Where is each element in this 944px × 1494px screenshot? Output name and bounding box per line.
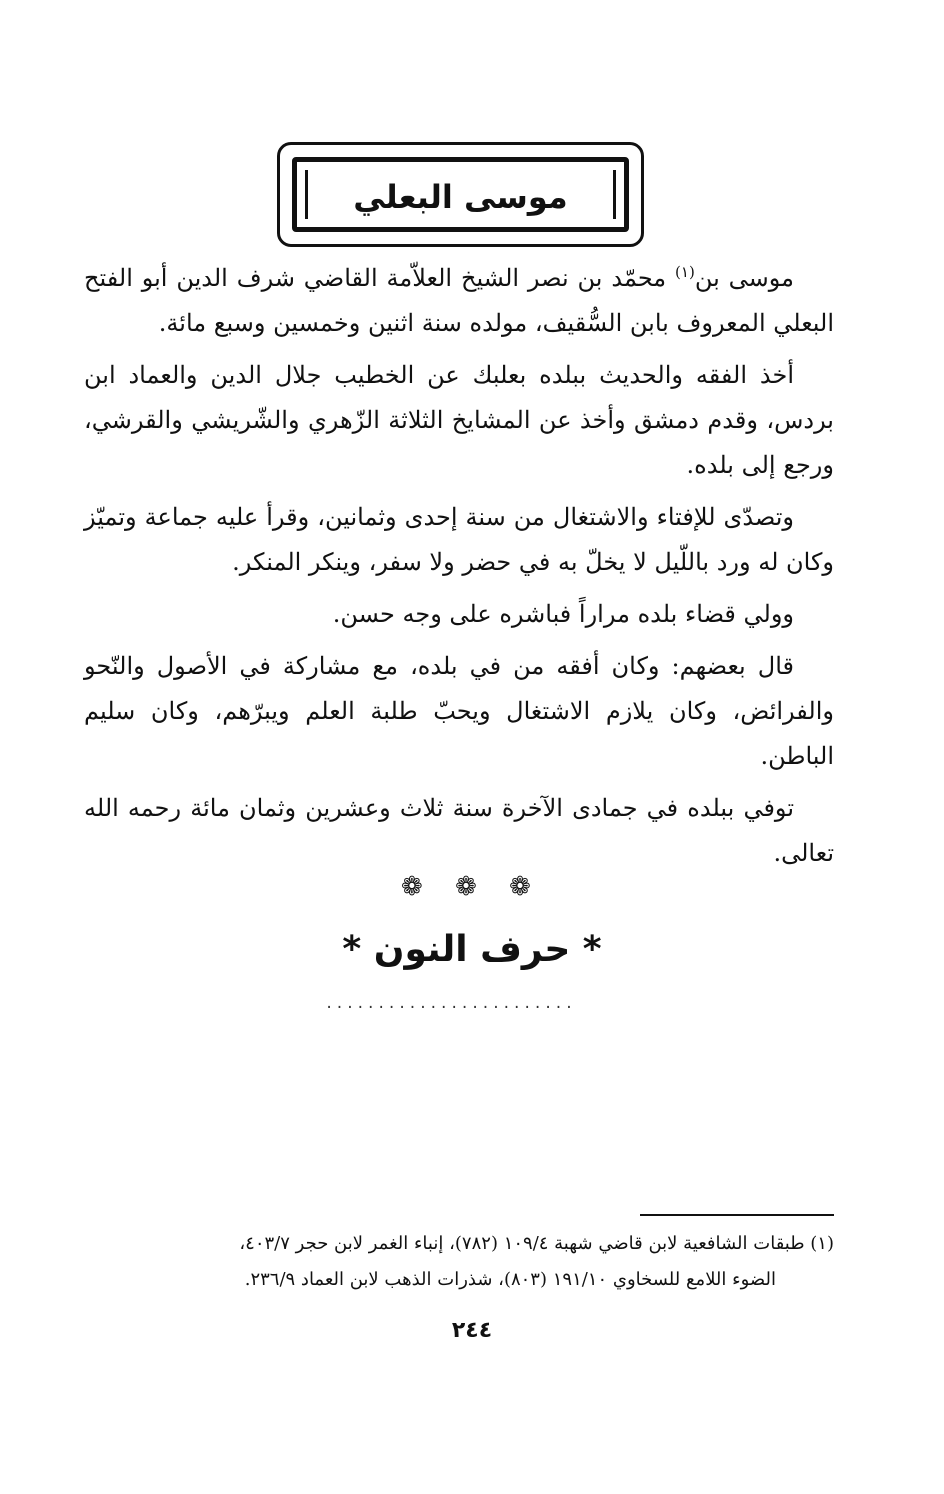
paragraph-3: وتصدّى للإفتاء والاشتغال من سنة إحدى وثمانين، وقرأ عليه جماعة وتميّز وكان له ورد باللّيل لا يخلّ به في حضر ولا سفر، وينكر المنكر. bbox=[84, 503, 834, 576]
paragraph-2: أخذ الفقه والحديث ببلده بعلبك عن الخطيب جلال الدين والعماد ابن بردس، وقدم دمشق وأخذ عن المشايخ الثلاثة الزّهري والشّريشي والقرشي، ورجع إلى بلده. bbox=[84, 361, 834, 479]
footnote-line-2: الضوء اللامع للسخاوي ١٩١/١٠ (٨٠٣)، شذرات الذهب لابن العماد ٢٣٦/٩. bbox=[244, 1269, 776, 1290]
paragraph-6: توفي ببلده في جمادى الآخرة سنة ثلاث وعشرين وثمان مائة رحمه الله تعالى. bbox=[84, 794, 834, 867]
chapter-title: * حرف النون * bbox=[342, 929, 602, 970]
page-number: ٢٤٤ bbox=[451, 1318, 493, 1343]
entry-body bbox=[84, 256, 834, 883]
title-frame bbox=[277, 142, 644, 247]
paragraph-5: قال بعضهم: وكان أفقه من في بلده، مع مشاركة في الأصول والنّحو والفرائض، وكان يلازم الاشتغال ويحبّ طلبة العلم ويبرّهم، وكان سليم الباطن. bbox=[84, 652, 834, 770]
paragraph-1-rest: محمّد بن نصر الشيخ العلاّمة القاضي شرف الدين أبو الفتح البعلي المعروف بابن السُّقيف، مولده سنة اثنين وخمسين وسبع مائة. bbox=[84, 264, 834, 337]
footnote-divider bbox=[640, 1214, 834, 1216]
entry-title: موسى البعلي bbox=[353, 178, 568, 216]
footnote-line-1: (١) طبقات الشافعية لابن قاضي شهبة ١٠٩/٤ (٧٨٢)، إنباء الغمر لابن حجر ٤٠٣/٧، bbox=[239, 1233, 834, 1254]
paragraph-1 bbox=[84, 256, 834, 346]
paragraph-1-start: موسى بن bbox=[694, 264, 794, 292]
flower-ornament-icon: ❁ ❁ ❁ bbox=[401, 872, 543, 902]
footnote-reference: (١) bbox=[675, 263, 695, 281]
dotted-separator: ........................ bbox=[324, 996, 576, 1012]
footnote bbox=[84, 1226, 834, 1298]
paragraph-4: وولي قضاء بلده مراراً فباشره على وجه حسن. bbox=[332, 600, 794, 628]
